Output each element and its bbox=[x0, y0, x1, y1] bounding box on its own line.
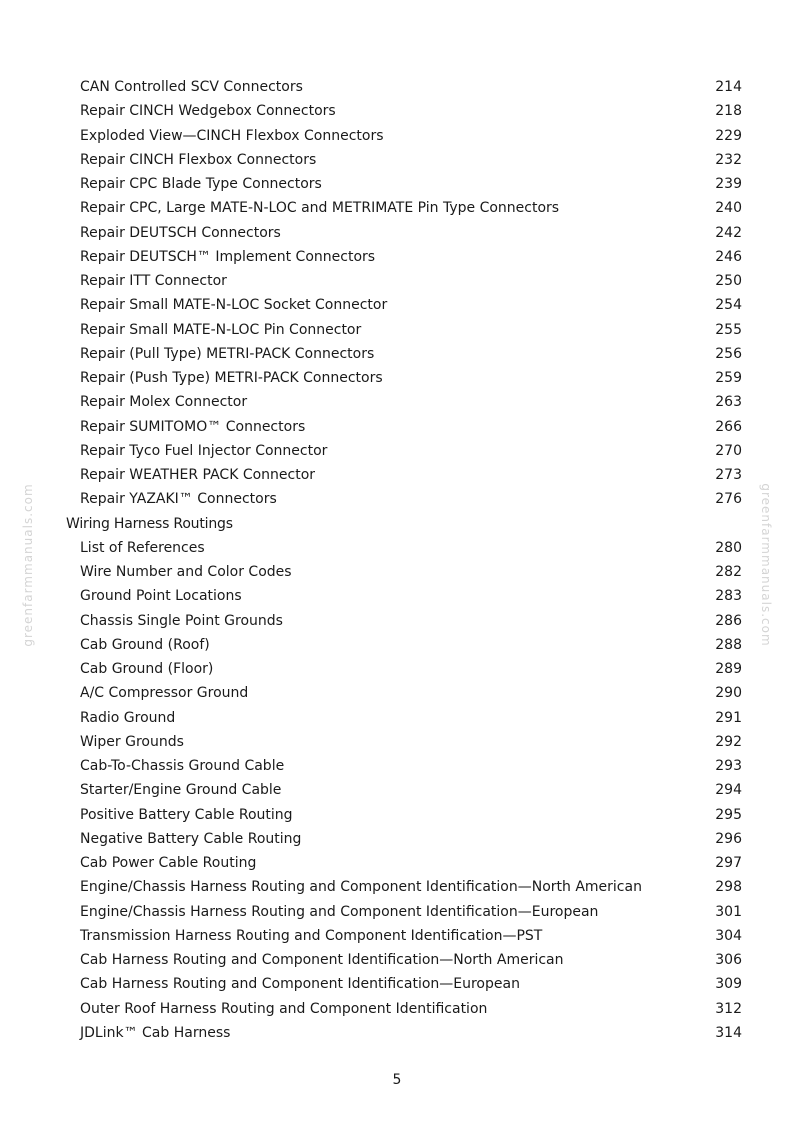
toc-entry[interactable] bbox=[0, 172, 794, 196]
toc-entry-title: Transmission Harness Routing and Component Identification—PST bbox=[80, 927, 543, 944]
toc-entry[interactable] bbox=[0, 584, 794, 608]
toc-entry[interactable] bbox=[0, 221, 794, 245]
toc-entry-page-number: 293 bbox=[715, 758, 742, 774]
toc-entry-title: Chassis Single Point Grounds bbox=[80, 612, 283, 629]
toc-entry-title: Negative Battery Cable Routing bbox=[80, 830, 302, 847]
toc-entry[interactable] bbox=[0, 948, 794, 972]
toc-entry-title: Repair DEUTSCH Connectors bbox=[80, 224, 281, 241]
toc-entry[interactable] bbox=[0, 827, 794, 851]
toc-entry-title: List of References bbox=[80, 539, 205, 556]
toc-entry-page-number: 254 bbox=[715, 297, 742, 314]
toc-entry-page-number: 273 bbox=[715, 467, 742, 483]
toc-entry-page-number: 306 bbox=[715, 952, 742, 968]
toc-entry[interactable] bbox=[0, 609, 794, 633]
toc-entry[interactable] bbox=[0, 972, 794, 996]
toc-entry[interactable] bbox=[0, 124, 794, 148]
toc-entry[interactable] bbox=[0, 293, 794, 317]
toc-entry[interactable] bbox=[0, 730, 794, 754]
toc-entry-page-number: 297 bbox=[715, 855, 742, 871]
toc-entry[interactable] bbox=[0, 75, 794, 99]
toc-section-heading[interactable] bbox=[0, 512, 794, 536]
toc-entry-page-number: 292 bbox=[715, 733, 742, 750]
toc-entry-page-number: 294 bbox=[715, 782, 742, 799]
toc-entry-page-number: 288 bbox=[715, 636, 742, 653]
toc-entry-title: Positive Battery Cable Routing bbox=[80, 806, 293, 823]
toc-entry-page-number: 291 bbox=[715, 709, 742, 726]
toc-entry-page-number: 282 bbox=[715, 564, 742, 580]
toc-entry-page-number: 246 bbox=[715, 248, 742, 265]
toc-entry-title: Ground Point Locations bbox=[80, 588, 242, 605]
toc-entry-page-number: 266 bbox=[715, 418, 742, 435]
toc-entry-title: Cab Harness Routing and Component Identification—North American bbox=[80, 952, 564, 968]
toc-entry-title: Repair Tyco Fuel Injector Connector bbox=[80, 442, 328, 459]
watermark-left: greenfarmmanuals.com bbox=[21, 483, 35, 647]
toc-entry-page-number: 263 bbox=[715, 394, 742, 411]
toc-entry[interactable] bbox=[0, 269, 794, 293]
toc-entry-title: CAN Controlled SCV Connectors bbox=[80, 79, 303, 95]
toc-entry-page-number: 304 bbox=[715, 927, 742, 944]
toc-entry-page-number: 259 bbox=[715, 370, 742, 386]
toc-entry-title: Repair ITT Connector bbox=[80, 273, 227, 289]
toc-entry[interactable] bbox=[0, 1021, 794, 1045]
toc-entry[interactable] bbox=[0, 900, 794, 924]
watermark-right: greenfarmmanuals.com bbox=[759, 483, 773, 647]
toc-entry-page-number: 283 bbox=[715, 588, 742, 605]
toc-entry-title: Repair DEUTSCH™ Implement Connectors bbox=[80, 248, 376, 265]
toc-entry-page-number: 214 bbox=[715, 79, 742, 95]
toc-entry-page-number: 296 bbox=[715, 830, 742, 847]
toc-entry-title: Engine/Chassis Harness Routing and Component Identification—North American bbox=[80, 879, 642, 896]
toc-entry[interactable] bbox=[0, 487, 794, 511]
toc-entry-page-number: 255 bbox=[715, 321, 742, 338]
toc-entry-page-number: 289 bbox=[715, 661, 742, 677]
toc-entry-title: Starter/Engine Ground Cable bbox=[80, 782, 282, 799]
toc-entry-title: Repair YAZAKI™ Connectors bbox=[80, 491, 277, 508]
toc-entry[interactable] bbox=[0, 657, 794, 681]
toc-entry-title: Repair Small MATE-N-LOC Socket Connector bbox=[80, 297, 388, 314]
toc-entry-title: Cab Harness Routing and Component Identification—European bbox=[80, 976, 520, 993]
toc-entry[interactable] bbox=[0, 196, 794, 220]
toc-entry[interactable] bbox=[0, 681, 794, 705]
toc-entry-title: A/C Compressor Ground bbox=[80, 685, 249, 702]
toc-entry-page-number: 239 bbox=[715, 176, 742, 192]
toc-entry-page-number: 312 bbox=[715, 1000, 742, 1017]
toc-entry[interactable] bbox=[0, 851, 794, 875]
toc-entry-page-number: 270 bbox=[715, 442, 742, 459]
toc-entry-page-number: 286 bbox=[715, 612, 742, 629]
toc-entry-title: Repair (Push Type) METRI-PACK Connectors bbox=[80, 370, 383, 386]
toc-entry-page-number: 280 bbox=[715, 539, 742, 556]
toc-entry-title: Repair SUMITOMO™ Connectors bbox=[80, 418, 306, 435]
toc-entry[interactable] bbox=[0, 803, 794, 827]
toc-entry[interactable] bbox=[0, 778, 794, 802]
toc-entry[interactable] bbox=[0, 366, 794, 390]
toc-section-title: Wiring Harness Routings bbox=[66, 515, 233, 532]
toc-entry-page-number: 240 bbox=[715, 200, 742, 217]
toc-entry-title: Cab-To-Chassis Ground Cable bbox=[80, 758, 285, 774]
toc-entry[interactable] bbox=[0, 633, 794, 657]
toc-entry[interactable] bbox=[0, 415, 794, 439]
toc-entry-title: Cab Power Cable Routing bbox=[80, 855, 257, 871]
toc-entry-page-number: 276 bbox=[715, 491, 742, 508]
toc-entry-title: Repair CINCH Flexbox Connectors bbox=[80, 151, 317, 168]
page-number: 5 bbox=[392, 1072, 402, 1088]
toc-entry-title: Cab Ground (Floor) bbox=[80, 661, 214, 677]
toc-entry-page-number: 232 bbox=[715, 151, 742, 168]
toc-entry-page-number: 229 bbox=[715, 127, 742, 144]
toc-entry[interactable] bbox=[0, 99, 794, 123]
toc-entry-page-number: 250 bbox=[715, 273, 742, 289]
toc-entry-page-number: 218 bbox=[715, 103, 742, 120]
toc-entry[interactable] bbox=[0, 706, 794, 730]
toc-entry-title: Outer Roof Harness Routing and Component Identification bbox=[80, 1000, 488, 1017]
toc-entry-page-number: 295 bbox=[715, 806, 742, 823]
toc-entry[interactable] bbox=[0, 318, 794, 342]
toc-entry-title: Engine/Chassis Harness Routing and Component Identification—European bbox=[80, 903, 599, 920]
toc-entry[interactable] bbox=[0, 342, 794, 366]
toc-entry-page-number: 242 bbox=[715, 224, 742, 241]
toc-entry-title: Radio Ground bbox=[80, 709, 176, 726]
toc-entry-title: Wiper Grounds bbox=[80, 733, 184, 750]
toc-entry[interactable] bbox=[0, 924, 794, 948]
toc-entry-title: Repair Small MATE-N-LOC Pin Connector bbox=[80, 321, 362, 338]
toc-entry[interactable] bbox=[0, 245, 794, 269]
toc-entry-title: Repair (Pull Type) METRI-PACK Connectors bbox=[80, 345, 375, 362]
toc-entry-title: Repair CPC Blade Type Connectors bbox=[80, 176, 322, 192]
toc-entry-title: Cab Ground (Roof) bbox=[80, 636, 210, 653]
toc-entry[interactable] bbox=[0, 390, 794, 414]
toc-entry-page-number: 309 bbox=[715, 976, 742, 993]
toc-entry-page-number: 290 bbox=[715, 685, 742, 702]
toc-entry-page-number: 256 bbox=[715, 345, 742, 362]
toc-entry[interactable] bbox=[0, 875, 794, 899]
toc-entry-title: Repair WEATHER PACK Connector bbox=[80, 467, 316, 483]
toc-entry-page-number: 314 bbox=[715, 1024, 742, 1041]
toc-entry[interactable] bbox=[0, 148, 794, 172]
toc-entry[interactable] bbox=[0, 463, 794, 487]
toc-entry-title: Repair Molex Connector bbox=[80, 394, 248, 411]
toc-entry[interactable] bbox=[0, 754, 794, 778]
toc-entry[interactable] bbox=[0, 560, 794, 584]
toc-entry-title: Exploded View—CINCH Flexbox Connectors bbox=[80, 127, 384, 144]
toc-entry-page-number: 301 bbox=[715, 903, 742, 920]
toc-entry[interactable] bbox=[0, 439, 794, 463]
toc-entry[interactable] bbox=[0, 536, 794, 560]
toc-entry-title: Wire Number and Color Codes bbox=[80, 564, 292, 580]
toc-entry-title: Repair CPC, Large MATE-N-LOC and METRIMATE Pin Type Connectors bbox=[80, 200, 560, 217]
table-of-contents bbox=[0, 75, 794, 1045]
toc-entry-page-number: 298 bbox=[715, 879, 742, 896]
toc-entry-title: JDLink™ Cab Harness bbox=[80, 1024, 231, 1041]
toc-entry[interactable] bbox=[0, 997, 794, 1021]
toc-entry-title: Repair CINCH Wedgebox Connectors bbox=[80, 103, 336, 120]
